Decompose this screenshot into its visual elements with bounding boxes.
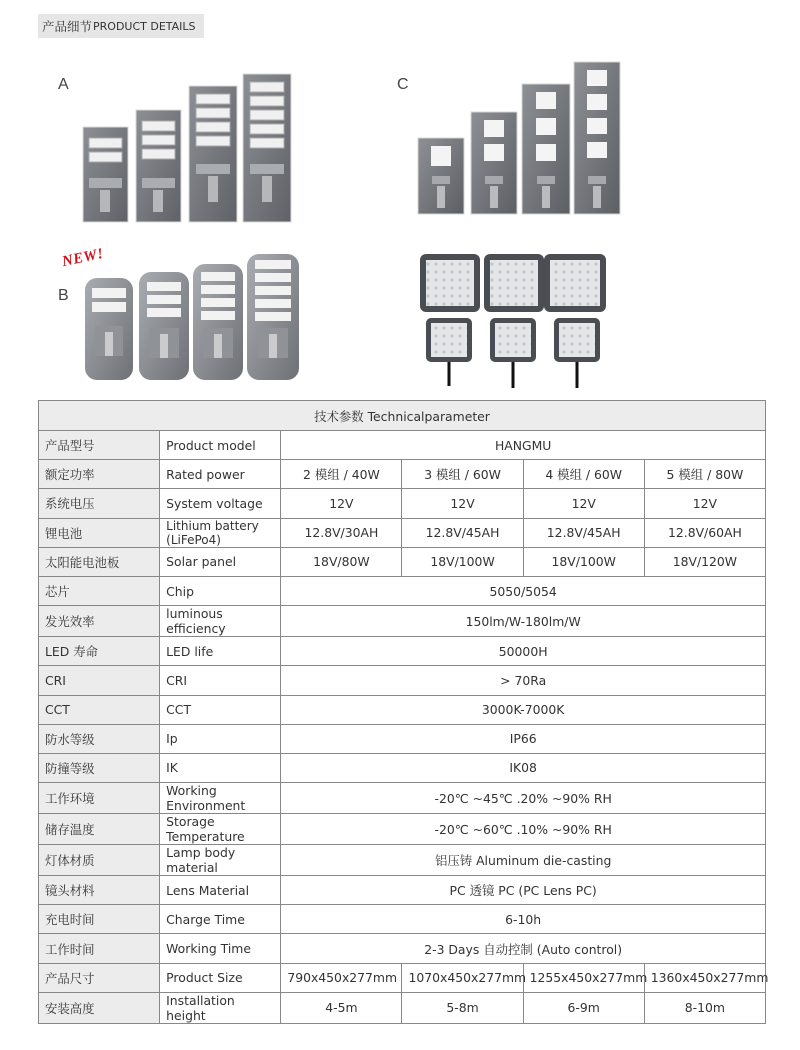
param-name-en: Lamp body material [160, 845, 281, 876]
table-row [39, 814, 766, 845]
lamp-c1 [418, 138, 464, 214]
group-label-a: A [58, 76, 69, 93]
table-row [39, 753, 766, 782]
param-name-en: LED life [160, 637, 281, 666]
param-name-cn: 发光效率 [39, 606, 160, 637]
param-name-cn: 灯体材质 [39, 845, 160, 876]
param-name-en: CCT [160, 695, 281, 724]
group-label-b: B [58, 287, 69, 304]
param-value: 12V [523, 489, 644, 518]
lamp-c2 [471, 112, 517, 214]
param-value: 1070x450x277mm [402, 963, 523, 992]
param-value: 5 模组 / 80W [644, 460, 765, 489]
new-badge: NEW! [60, 245, 106, 271]
param-value: 18V/100W [402, 547, 523, 576]
table-row [39, 431, 766, 460]
table-row [39, 876, 766, 905]
param-value: 4-5m [281, 992, 402, 1023]
param-value: 790x450x277mm [281, 963, 402, 992]
param-value: 5050/5054 [281, 576, 766, 605]
param-value: > 70Ra [281, 666, 766, 695]
param-name-en: System voltage [160, 489, 281, 518]
technical-parameter-table [38, 400, 769, 1024]
param-name-cn: 系统电压 [39, 489, 160, 518]
product-image-group-c [416, 60, 622, 220]
param-name-en: Chip [160, 576, 281, 605]
param-name-cn: 产品尺寸 [39, 963, 160, 992]
param-value: 18V/80W [281, 547, 402, 576]
table-row [39, 666, 766, 695]
lamp-a3 [189, 86, 237, 222]
table-row [39, 845, 766, 876]
param-value: 6-10h [281, 905, 766, 934]
param-name-en: Rated power [160, 460, 281, 489]
param-value: 6-9m [523, 992, 644, 1023]
param-value: 12.8V/60AH [644, 518, 765, 547]
lamp-b2 [139, 272, 189, 380]
param-value: HANGMU [281, 431, 766, 460]
table-title: 技术参数 Technicalparameter [39, 401, 766, 431]
param-value: IK08 [281, 753, 766, 782]
param-value: 18V/120W [644, 547, 765, 576]
param-name-en: Working Environment [160, 783, 281, 814]
table-row [39, 637, 766, 666]
table-row [39, 518, 766, 547]
lamp-a4 [243, 74, 291, 222]
floodlight-large-1 [420, 254, 480, 312]
lamp-c4 [574, 62, 620, 214]
table-row [39, 934, 766, 963]
param-value: 3 模组 / 60W [402, 460, 523, 489]
param-name-en: Installation height [160, 992, 281, 1023]
param-value: 5-8m [402, 992, 523, 1023]
param-value: 12.8V/45AH [402, 518, 523, 547]
param-name-en: Product Size [160, 963, 281, 992]
param-name-cn: 储存温度 [39, 814, 160, 845]
param-name-en: Product model [160, 431, 281, 460]
lamp-b3 [193, 264, 243, 380]
table-row [39, 783, 766, 814]
lamp-b1 [85, 278, 133, 380]
table-row [39, 547, 766, 576]
param-name-cn: 额定功率 [39, 460, 160, 489]
param-name-en: luminous efficiency [160, 606, 281, 637]
param-value: -20℃ ~45℃ .20% ~90% RH [281, 783, 766, 814]
param-name-cn: 锂电池 [39, 518, 160, 547]
floodlight-small-3 [554, 318, 600, 388]
param-value: 8-10m [644, 992, 765, 1023]
floodlight-large-3 [544, 254, 606, 312]
floodlight-large-2 [484, 254, 544, 312]
param-name-en: Lens Material [160, 876, 281, 905]
param-value: 3000K-7000K [281, 695, 766, 724]
table-body [39, 431, 769, 1024]
param-value: IP66 [281, 724, 766, 753]
table-row [39, 905, 766, 934]
param-value: 铝压铸 Aluminum die-casting [281, 845, 766, 876]
table-row [39, 724, 766, 753]
param-value: 12V [281, 489, 402, 518]
param-name-cn: 工作环境 [39, 783, 160, 814]
param-name-cn: 防水等级 [39, 724, 160, 753]
param-name-cn: 工作时间 [39, 934, 160, 963]
param-name-cn: LED 寿命 [39, 637, 160, 666]
param-value: 12V [402, 489, 523, 518]
param-value: 12.8V/30AH [281, 518, 402, 547]
section-header-cn: 产品细节 [42, 19, 93, 34]
table-row [39, 606, 766, 637]
param-name-cn: 防撞等级 [39, 753, 160, 782]
param-value: 4 模组 / 60W [523, 460, 644, 489]
param-value: 1360x450x277mm [644, 963, 765, 992]
param-name-en: Ip [160, 724, 281, 753]
param-name-cn: 安装高度 [39, 992, 160, 1023]
param-name-en: Charge Time [160, 905, 281, 934]
param-name-en: CRI [160, 666, 281, 695]
param-value: 150lm/W-180lm/W [281, 606, 766, 637]
table-row [39, 460, 766, 489]
lamp-c3 [522, 84, 570, 214]
param-name-cn: 产品型号 [39, 431, 160, 460]
table-row [39, 576, 766, 605]
param-value: 1255x450x277mm [523, 963, 644, 992]
table-row [39, 992, 766, 1023]
param-name-en: Working Time [160, 934, 281, 963]
table-row [39, 695, 766, 724]
param-name-cn: 太阳能电池板 [39, 547, 160, 576]
product-image-group-b [83, 252, 303, 384]
table-row [39, 963, 766, 992]
product-image-group-a [80, 72, 295, 224]
param-name-en: Storage Temperature [160, 814, 281, 845]
param-name-cn: 芯片 [39, 576, 160, 605]
param-name-cn: CRI [39, 666, 160, 695]
param-value: -20℃ ~60℃ .10% ~90% RH [281, 814, 766, 845]
param-name-en: Lithium battery (LiFePo4) [160, 518, 281, 547]
param-value: 2 模组 / 40W [281, 460, 402, 489]
section-header [38, 14, 204, 38]
table-row [39, 489, 766, 518]
param-value: 12V [644, 489, 765, 518]
param-value: PC 透镜 PC (PC Lens PC) [281, 876, 766, 905]
param-name-en: IK [160, 753, 281, 782]
param-name-cn: 充电时间 [39, 905, 160, 934]
floodlight-small-2 [490, 318, 536, 388]
product-image-floodlights [416, 252, 612, 392]
param-value: 2-3 Days 自动控制 (Auto control) [281, 934, 766, 963]
section-header-en: PRODUCT DETAILS [93, 19, 196, 33]
param-value: 18V/100W [523, 547, 644, 576]
param-name-cn: 镜头材料 [39, 876, 160, 905]
lamp-b4 [247, 254, 299, 380]
param-name-en: Solar panel [160, 547, 281, 576]
group-label-c: C [397, 76, 409, 93]
param-name-cn: CCT [39, 695, 160, 724]
floodlight-small-1 [426, 318, 472, 386]
param-value: 12.8V/45AH [523, 518, 644, 547]
param-value: 50000H [281, 637, 766, 666]
lamp-a1 [83, 127, 128, 222]
lamp-a2 [136, 110, 181, 222]
